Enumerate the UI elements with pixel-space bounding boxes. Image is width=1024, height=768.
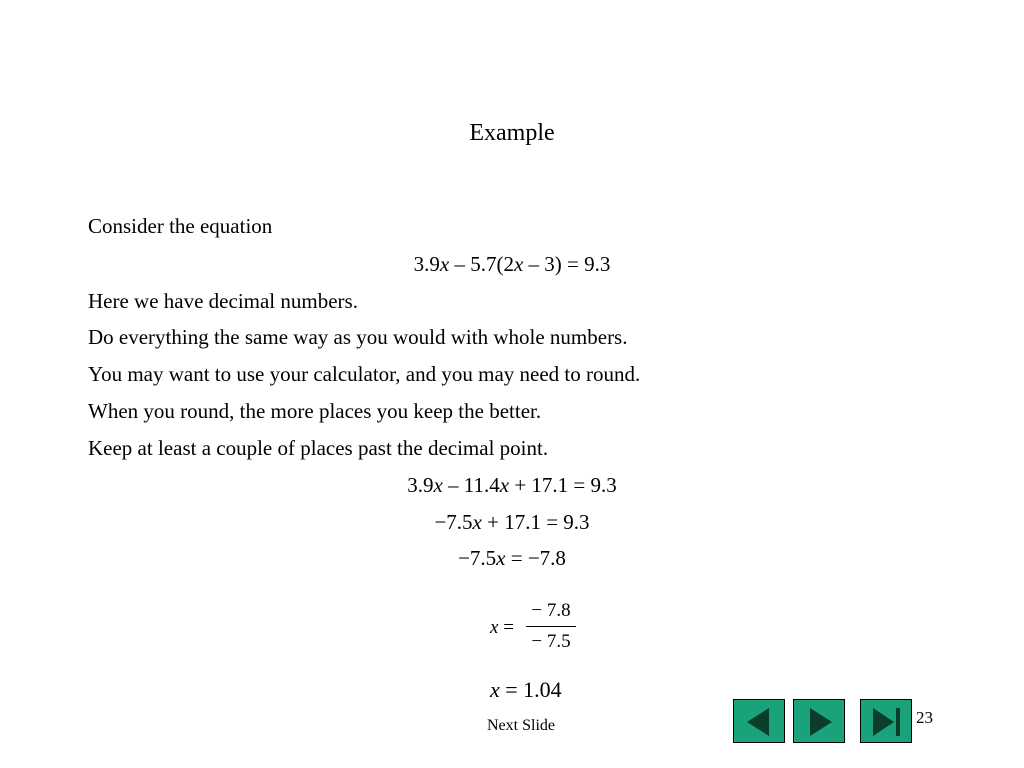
- note-line-1: Here we have decimal numbers.: [88, 289, 358, 313]
- intro-text: Consider the equation: [88, 214, 273, 238]
- triangle-right-icon: [794, 700, 846, 744]
- note-line-5: Keep at least a couple of places past the decimal point.: [88, 436, 549, 460]
- eq3-part-a: −7.5: [434, 510, 473, 534]
- fraction-numerator: − 7.8: [531, 600, 571, 621]
- result-value: = 1.04: [499, 677, 562, 702]
- fraction: [526, 600, 576, 653]
- equation-1: [0, 251, 1024, 277]
- fraction-bar: [526, 626, 576, 627]
- next-slide-button[interactable]: [793, 699, 845, 743]
- fraction-denominator: − 7.5: [531, 631, 571, 652]
- fraction-lhs-var: x: [490, 617, 499, 638]
- eq1-coef: 3.9: [413, 252, 440, 276]
- next-slide-link[interactable]: Next Slide: [487, 717, 555, 734]
- last-slide-button[interactable]: [860, 699, 912, 743]
- equation-4: [0, 545, 1024, 571]
- eq1-middle: – 5.7(2: [449, 252, 514, 276]
- skip-to-end-icon: [861, 700, 913, 744]
- eq3-var: x: [472, 510, 482, 534]
- triangle-left-icon: [734, 700, 786, 744]
- slide-title: Example: [469, 120, 555, 146]
- result-equation: [490, 676, 562, 704]
- note-line-3: You may want to use your calculator, and you may need to round.: [88, 362, 641, 386]
- eq2-part-a: 3.9: [407, 473, 434, 497]
- eq2-var-1: x: [433, 473, 443, 497]
- eq1-var-2: x: [513, 252, 524, 276]
- fraction-lhs: [490, 617, 514, 639]
- eq3-part-b: + 17.1 = 9.3: [481, 510, 590, 534]
- result-var: x: [490, 677, 500, 702]
- equation-3: [0, 509, 1024, 535]
- eq2-var-2: x: [499, 473, 510, 497]
- eq2-part-b: – 11.4: [442, 473, 500, 497]
- fraction-lhs-equals: =: [498, 617, 514, 638]
- equation-2: [0, 472, 1024, 498]
- eq1-tail: – 3) = 9.3: [523, 252, 611, 276]
- eq4-var: x: [496, 546, 506, 570]
- note-line-2: Do everything the same way as you would with whole numbers.: [88, 325, 628, 349]
- page-number: 23: [916, 708, 933, 727]
- eq1-var-1: x: [439, 252, 450, 276]
- note-line-4: When you round, the more places you keep the better.: [88, 399, 542, 423]
- previous-slide-button[interactable]: [733, 699, 785, 743]
- eq2-part-c: + 17.1 = 9.3: [509, 473, 617, 497]
- eq4-part-b: = −7.8: [505, 546, 566, 570]
- eq4-part-a: −7.5: [458, 546, 497, 570]
